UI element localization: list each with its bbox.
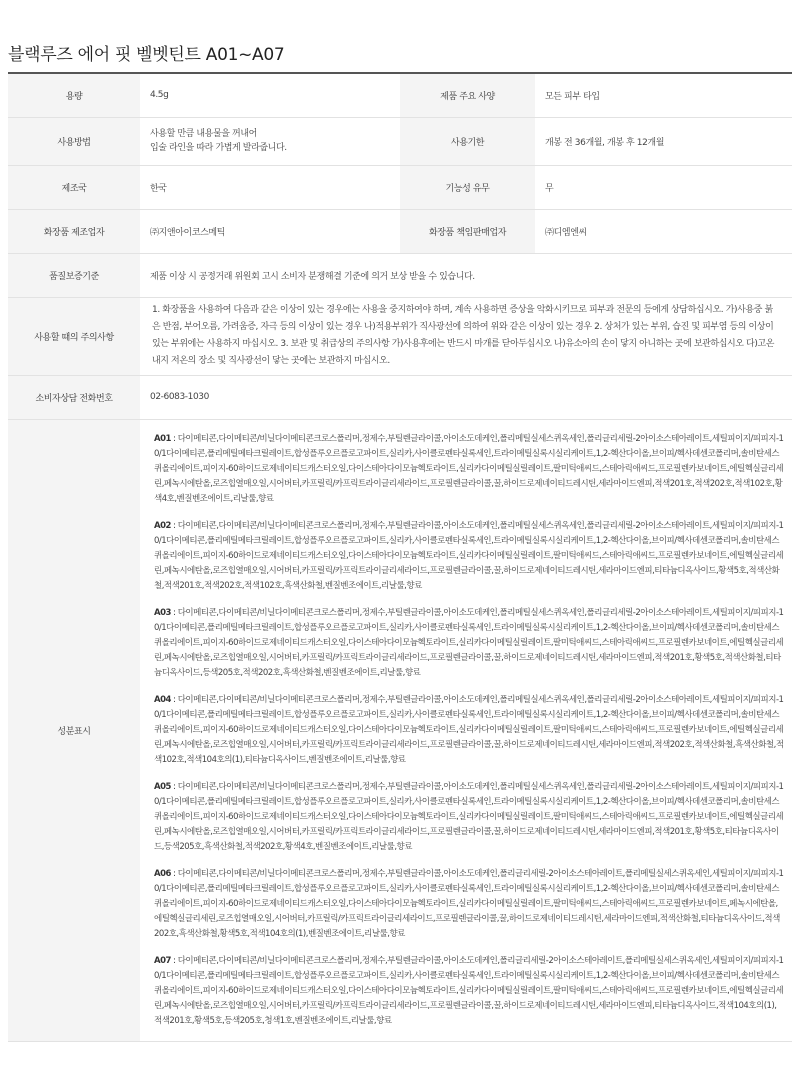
functional-label: 기능성 유무 bbox=[400, 165, 535, 209]
ingredient-code: A01 bbox=[154, 433, 171, 444]
skin-type-label: 제품 주요 사양 bbox=[400, 73, 535, 117]
ingredient-code: A05 bbox=[154, 781, 171, 792]
ingredient-item bbox=[154, 432, 784, 507]
seller-value: ㈜디엠엔씨 bbox=[535, 209, 792, 253]
ingredient-item bbox=[154, 954, 784, 1029]
phone-label: 소비자상담 전화번호 bbox=[8, 375, 140, 419]
usage-line-1: 사용할 만큼 내용물을 꺼내어 bbox=[150, 129, 257, 139]
capacity-label: 용량 bbox=[8, 73, 140, 117]
ingredient-text: 다이메티콘,다이메티콘/비닐다이메티콘크로스폴리머,정제수,부틸렌글라이콜,아이소도데케인,폴리메틸실세스퀴옥세인,폴리글리세릴-2아이소스테아레이트,세틸피이지/피피지-10/1다이메티콘,폴리메틸메타크릴레이트,합성플루오르플로고파이트,실리카,사이클로펜타실록세인,트라이메틸실록시실리케이트,1,2-헥산다이올,브이피/헥사데센코폴리머,솔비탄세스퀴올리에이트,피이지-60하이드로제네이티드캐스터오일,다이스테아다이모늄헥토라이트,실리카다이메틸실릴레이트,팔미틱애씨드,스테아릭애씨드,프로필렌카보네이트,에틸헥실글리세린,페녹시에탄올,로즈힙열매오일,시어버터,카프릴릭/카프릭트라이글리세라이드,프로필렌글라이콜,꿀,하이드로제네이티드레시틴,세라마이드엔피,적색201호,황색5호,티타늄디옥사이드,등색205호,흑색산화철,적색202호,황색4호,벤질벤조에이트,리날룰,향료 bbox=[154, 781, 784, 852]
spec-row-country bbox=[8, 165, 792, 209]
ingredient-text: 다이메티콘,다이메티콘/비닐다이메티콘크로스폴리머,정제수,부틸렌글라이콜,아이소도데케인,폴리메틸실세스퀴옥세인,폴리글리세릴-2아이소스테아레이트,세틸피이지/피피지-10/1다이메티콘,폴리메틸메타크릴레이트,합성플루오르플로고파이트,실리카,사이클로펜타실록세인,트라이메틸실록시실리케이트,1,2-헥산다이올,브이피/헥사데센코폴리머,솔비탄세스퀴올리에이트,피이지-60하이드로제네이티드캐스터오일,다이스테아다이모늄헥토라이트,실리카다이메틸실릴레이트,팔미틱애씨드,스테아릭애씨드,프로필렌카보네이트,에틸헥실글리세린,페녹시에탄올,로즈힙열매오일,시어버터,카프릴릭/카프릭트라이글리세라이드,프로필렌글라이콜,꿀,하이드로제네이티드레시틴,세라마이드엔피,적색201호,적색202호,적색102호,황색4호,벤질벤조에이트,리날룰,향료 bbox=[154, 433, 784, 504]
spec-row-warranty bbox=[8, 253, 792, 297]
phone-value: 02-6083-1030 bbox=[140, 375, 792, 419]
skin-type-value: 모든 피부 타입 bbox=[535, 73, 792, 117]
caution-value: 1. 화장품을 사용하여 다음과 같은 이상이 있는 경우에는 사용을 중지하여야 하며, 계속 사용하면 증상을 악화시키므로 피부과 전문의 등에게 상담하십시오. 가)사용중 붉은 반점, 부어오름, 가려움증, 자극 등의 이상이 있는 경우 나)적용부위가 직사광선에 의하여 위와 같은 이상이 있는 경우 2. 상처가 있는 부위, 습진 및 피부염 등의 이상이 있는 부위에는 사용하지 마십시오. 3. 보관 및 취급상의 주의사항 가)사용후에는 반드시 마개를 닫아두십시오 나)유소아의 손이 닿지 아니하는 곳에 보관하십시오 다)고온 내지 저온의 장소 및 직사광선이 닿는 곳에는 보관하지 마십시오. bbox=[140, 297, 792, 375]
spec-row-manufacturer bbox=[8, 209, 792, 253]
seller-label: 화장품 책임판매업자 bbox=[400, 209, 535, 253]
ingredient-separator: : bbox=[170, 607, 178, 618]
product-spec-table bbox=[8, 72, 792, 1042]
ingredient-separator: : bbox=[170, 781, 178, 792]
spec-row-usage bbox=[8, 117, 792, 165]
ingredient-separator: : bbox=[170, 694, 178, 705]
ingredient-code: A03 bbox=[154, 607, 171, 618]
ingredient-text: 다이메티콘,다이메티콘/비닐다이메티콘크로스폴리머,정제수,부틸렌글라이콜,아이소도데케인,폴리글리세릴-2아이소스테아레이트,폴리메틸실세스퀴옥세인,세틸피이지/피피지-10/1다이메티콘,폴리메틸메타크릴레이트,합성플루오르플로고파이트,실리카,사이클로펜타실록세인,트라이메틸실록시실리케이트,1,2-헥산다이올,브이피/헥사데센코폴리머,솔비탄세스퀴올리에이트,피이지-60하이드로제네이티드캐스터오일,다이스테아다이모늄헥토라이트,실리카다이메틸실릴레이트,팔미틱애씨드,스테아릭애씨드,프로필렌카보네이트,페녹시에탄올,에틸헥실글리세린,로즈힙열매오일,시어버터,카프릴릭/카프릭트라이글리세라이드,프로필렌글라이콜,꿀,하이드로제네이티드레시틴,세라마이드엔피,적색산화철,티타늄디옥사이드,적색202호,흑색산화철,황색5호,적색104호의(1),벤질벤조에이트,리날룰,향료 bbox=[154, 868, 784, 939]
ingredient-text: 다이메티콘,다이메티콘/비닐다이메티콘크로스폴리머,정제수,부틸렌글라이콜,아이소도데케인,폴리메틸실세스퀴옥세인,폴리글리세릴-2아이소스테아레이트,세틸피이지/피피지-10/1다이메티콘,폴리메틸메타크릴레이트,합성플루오르플로고파이트,실리카,사이클로펜타실록세인,트라이메틸실록시실리케이트,1,2-헥산다이올,브이피/헥사데센코폴리머,솔비탄세스퀴올리에이트,피이지-60하이드로제네이티드캐스터오일,다이스테아다이모늄헥토라이트,실리카다이메틸실릴레이트,팔미틱애씨드,스테아릭애씨드,프로필렌카보네이트,에틸헥실글리세린,페녹시에탄올,로즈힙열매오일,시어버터,카프릴릭/카프릭트라이글리세라이드,프로필렌글라이콜,꿀,하이드로제네이티드레시틴,세라마이드엔피,적색202호,적색산화철,흑색산화철,적색102호,적색104호의(1),티타늄디옥사이드,벤질벤조에이트,리날룰,향료 bbox=[154, 694, 784, 765]
ingredients-label: 성분표시 bbox=[8, 419, 140, 1041]
ingredient-item bbox=[154, 606, 784, 681]
ingredient-item bbox=[154, 693, 784, 768]
ingredient-text: 다이메티콘,다이메티콘/비닐다이메티콘크로스폴리머,정제수,부틸렌글라이콜,아이소도데케인,폴리글리세릴-2아이소스테아레이트,폴리메틸실세스퀴옥세인,세틸피이지/피피지-10/1다이메티콘,폴리메틸메타크릴레이트,합성플루오르플로고파이트,실리카,사이클로펜타실록세인,트라이메틸실록시실리케이트,1,2-헥산다이올,브이피/헥사데센코폴리머,솔비탄세스퀴올리에이트,피이지-60하이드로제네이티드캐스터오일,다이스테아다이모늄헥토라이트,실리카다이메틸실릴레이트,팔미틱애씨드,스테아릭애씨드,프로필렌카보네이트,에틸헥실글리세린,페녹시에탄올,로즈힙열매오일,시어버터,카프릴릭/카프릭트라이글리세라이드,프로필렌글라이콜,꿀,하이드로제네이티드레시틴,세라마이드엔피,티타늄디옥사이드,적색104호의(1),적색201호,황색5호,등색205호,청색1호,벤질벤조에이트,리날룰,향료 bbox=[154, 955, 784, 1026]
ingredient-text: 다이메티콘,다이메티콘/비닐다이메티콘크로스폴리머,정제수,부틸렌글라이콜,아이소도데케인,폴리메틸실세스퀴옥세인,폴리글리세릴-2아이소스테아레이트,세틸피이지/피피지-10/1다이메티콘,폴리메틸메타크릴레이트,합성플루오르플로고파이트,실리카,사이클로펜타실록세인,트라이메틸실록시실리케이트,1,2-헥산다이올,브이피/헥사데센코폴리머,솔비탄세스퀴올리에이트,피이지-60하이드로제네이티드캐스터오일,다이스테아다이모늄헥토라이트,실리카다이메틸실릴레이트,팔미틱애씨드,스테아릭애씨드,프로필렌카보네이트,에틸헥실글리세린,페녹시에탄올,로즈힙열매오일,시어버터,카프릴릭/카프릭트라이글리세라이드,프로필렌글라이콜,꿀,하이드로제네이티드레시틴,세라마이드엔피,티타늄디옥사이드,황색5호,적색산화철,적색201호,적색202호,적색102호,흑색산화철,벤질벤조에이트,리날룰,향료 bbox=[154, 520, 784, 591]
ingredient-separator: : bbox=[170, 433, 178, 444]
warranty-value: 제품 이상 시 공정거래 위원회 고시 소비자 분쟁해결 기준에 의거 보상 받을 수 있습니다. bbox=[140, 253, 792, 297]
ingredient-item bbox=[154, 867, 784, 942]
ingredient-code: A02 bbox=[154, 520, 171, 531]
caution-label: 사용할 때의 주의사항 bbox=[8, 297, 140, 375]
functional-value: 무 bbox=[535, 165, 792, 209]
expiry-label: 사용기한 bbox=[400, 117, 535, 165]
ingredient-text: 다이메티콘,다이메티콘/비닐다이메티콘크로스폴리머,정제수,부틸렌글라이콜,아이소도데케인,폴리메틸실세스퀴옥세인,폴리글리세릴-2아이소스테아레이트,세틸피이지/피피지-10/1다이메티콘,폴리메틸메타크릴레이트,합성플루오르플로고파이트,실리카,사이클로펜타실록세인,트라이메틸실록시실리케이트,1,2-헥산다이올,브이피/헥사데센코폴리머,솔비탄세스퀴올리에이트,피이지-60하이드로제네이티드캐스터오일,다이스테아다이모늄헥토라이트,실리카다이메틸실릴레이트,팔미틱애씨드,스테아릭애씨드,프로필렌카보네이트,에틸헥실글리세린,페녹시에탄올,로즈힙열매오일,시어버터,카프릴릭/카프릭트라이글리세라이드,프로필렌글라이콜,꿀,하이드로제네이티드레시틴,세라마이드엔피,적색201호,황색5호,적색산화철,티타늄디옥사이드,등색205호,적색202호,흑색산화철,벤질벤조에이트,리날룰,향료 bbox=[154, 607, 784, 678]
manufacturer-label: 화장품 제조업자 bbox=[8, 209, 140, 253]
ingredient-separator: : bbox=[170, 955, 178, 966]
manufacturer-value: ㈜지앤아이코스메틱 bbox=[140, 209, 400, 253]
usage-label: 사용방법 bbox=[8, 117, 140, 165]
ingredient-item bbox=[154, 519, 784, 594]
ingredient-code: A07 bbox=[154, 955, 171, 966]
spec-row-caution bbox=[8, 297, 792, 375]
expiry-value: 개봉 전 36개월, 개봉 후 12개월 bbox=[535, 117, 792, 165]
usage-line-2: 입술 라인을 따라 가볍게 발라줍니다. bbox=[150, 143, 287, 153]
spec-row-capacity bbox=[8, 73, 792, 117]
country-value: 한국 bbox=[140, 165, 400, 209]
ingredient-separator: : bbox=[170, 868, 178, 879]
ingredient-code: A06 bbox=[154, 868, 171, 879]
capacity-value: 4.5g bbox=[140, 73, 400, 117]
ingredient-item bbox=[154, 780, 784, 855]
ingredient-separator: : bbox=[170, 520, 178, 531]
spec-row-phone bbox=[8, 375, 792, 419]
warranty-label: 품질보증기준 bbox=[8, 253, 140, 297]
spec-row-ingredients bbox=[8, 419, 792, 1041]
ingredient-code: A04 bbox=[154, 694, 171, 705]
product-title: 블랙루즈 에어 핏 벨벳틴트 A01~A07 bbox=[8, 45, 285, 65]
usage-value bbox=[140, 117, 400, 165]
country-label: 제조국 bbox=[8, 165, 140, 209]
ingredients-list bbox=[140, 419, 792, 1041]
